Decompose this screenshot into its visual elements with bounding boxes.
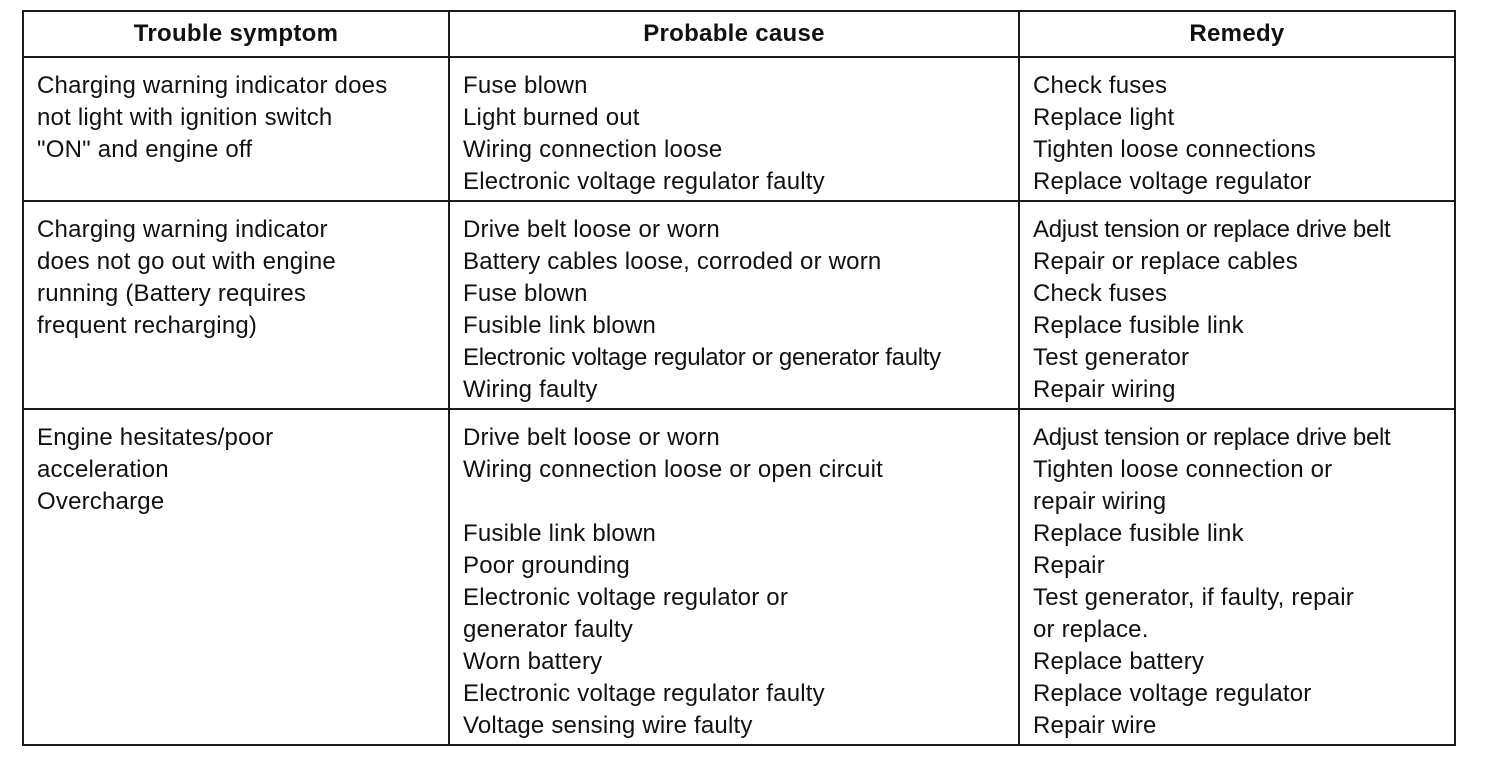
remedy-line: Tighten loose connections <box>1033 136 1316 163</box>
remedy-line: Repair wire <box>1033 712 1157 739</box>
remedy-line: Replace fusible link <box>1033 312 1244 339</box>
symptom-line: "ON" and engine off <box>37 136 253 163</box>
header-trouble-symptom: Trouble symptom <box>23 11 449 57</box>
cause-line: Worn battery <box>463 648 603 675</box>
header-row <box>23 11 1455 57</box>
cause-line: Poor grounding <box>463 552 630 579</box>
symptom-line: running (Battery requires <box>37 280 307 307</box>
symptom-line: Charging warning indicator <box>37 216 328 243</box>
symptom-cell <box>23 409 449 745</box>
cause-cell <box>449 409 1019 745</box>
cause-line: Voltage sensing wire faulty <box>463 712 753 739</box>
table-row <box>23 57 1455 201</box>
remedy-line: Repair <box>1033 552 1105 579</box>
cause-line: Electronic voltage regulator faulty <box>463 680 825 707</box>
cause-line: Electronic voltage regulator or <box>463 584 789 611</box>
remedy-line: Check fuses <box>1033 72 1168 99</box>
remedy-line: or replace. <box>1033 616 1149 643</box>
cause-line: Wiring connection loose <box>463 136 723 163</box>
remedy-line: Tighten loose connection or <box>1033 456 1333 483</box>
remedy-cell <box>1019 409 1455 745</box>
cause-line: Fusible link blown <box>463 520 657 547</box>
remedy-line: Check fuses <box>1033 280 1168 307</box>
remedy-line: Replace fusible link <box>1033 520 1244 547</box>
troubleshooting-table <box>22 10 1456 746</box>
remedy-line: Replace light <box>1033 104 1175 131</box>
cause-cell <box>449 201 1019 409</box>
cause-line: Fusible link blown <box>463 312 657 339</box>
remedy-line: Replace voltage regulator <box>1033 168 1312 195</box>
cause-line: Fuse blown <box>463 72 588 99</box>
cause-spacer <box>463 486 1008 518</box>
remedy-line: Replace voltage regulator <box>1033 680 1312 707</box>
symptom-line: Overcharge <box>37 488 165 515</box>
table-row <box>23 201 1455 409</box>
cause-line: Electronic voltage regulator or generator faulty <box>463 344 941 371</box>
table-row <box>23 409 1455 745</box>
remedy-cell <box>1019 201 1455 409</box>
cause-line: Wiring faulty <box>463 376 598 403</box>
remedy-line: Adjust tension or replace drive belt <box>1033 424 1391 451</box>
symptom-cell <box>23 57 449 201</box>
symptom-line: does not go out with engine <box>37 248 336 275</box>
symptom-line: Engine hesitates/poor <box>37 424 274 451</box>
remedy-line: Repair wiring <box>1033 376 1176 403</box>
cause-cell <box>449 57 1019 201</box>
symptom-line: not light with ignition switch <box>37 104 333 131</box>
cause-line: Light burned out <box>463 104 640 131</box>
symptom-line: frequent recharging) <box>37 312 258 339</box>
cause-line: Drive belt loose or worn <box>463 424 720 451</box>
symptom-cell <box>23 201 449 409</box>
remedy-line: Test generator, if faulty, repair <box>1033 584 1354 611</box>
remedy-line: Adjust tension or replace drive belt <box>1033 216 1391 243</box>
remedy-line: Repair or replace cables <box>1033 248 1298 275</box>
cause-line: Drive belt loose or worn <box>463 216 720 243</box>
cause-line: Wiring connection loose or open circuit <box>463 456 884 483</box>
cause-line: Battery cables loose, corroded or worn <box>463 248 882 275</box>
remedy-cell <box>1019 57 1455 201</box>
symptom-line: Charging warning indicator does <box>37 72 388 99</box>
cause-line: Electronic voltage regulator faulty <box>463 168 825 195</box>
remedy-line: Replace battery <box>1033 648 1205 675</box>
cause-line: Fuse blown <box>463 280 588 307</box>
cause-line: generator faulty <box>463 616 633 643</box>
header-remedy: Remedy <box>1019 11 1455 57</box>
symptom-line: acceleration <box>37 456 169 483</box>
header-probable-cause: Probable cause <box>449 11 1019 57</box>
remedy-line: Test generator <box>1033 344 1190 371</box>
remedy-line: repair wiring <box>1033 488 1167 515</box>
